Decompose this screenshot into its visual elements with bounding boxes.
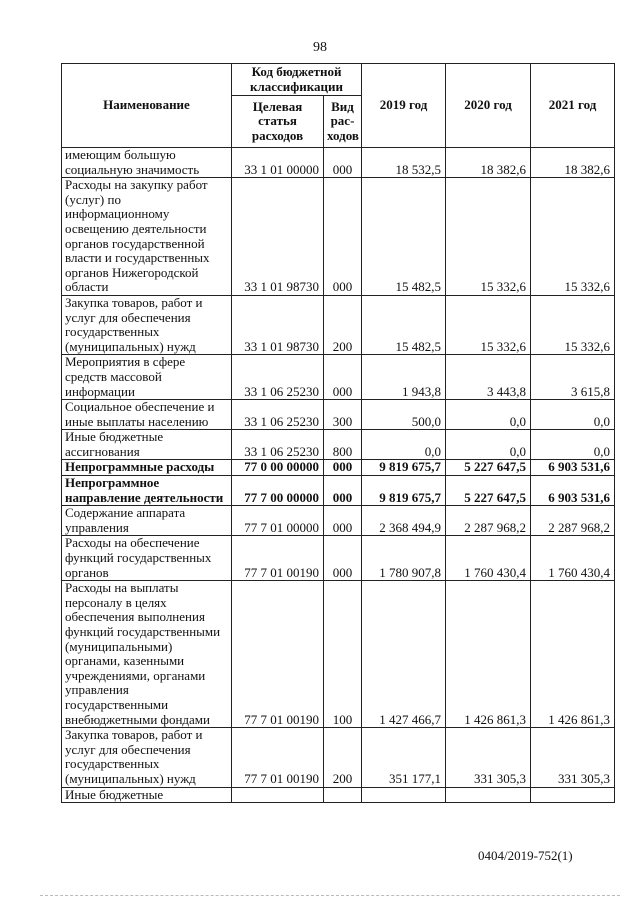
row-code: 33 1 01 98730: [232, 178, 324, 296]
row-value-2019: [362, 787, 446, 803]
header-2021: 2021 год: [531, 64, 615, 148]
row-code: 33 1 01 98730: [232, 295, 324, 354]
table-row: [62, 178, 615, 296]
table-row: [62, 536, 615, 581]
header-name: Наименование: [62, 64, 232, 148]
row-value-2019: 15 482,5: [362, 178, 446, 296]
row-value-2021: [531, 787, 615, 803]
row-value-2021: 1 426 861,3: [531, 581, 615, 728]
row-value-2019: 0,0: [362, 430, 446, 460]
row-value-2020: 0,0: [446, 430, 531, 460]
row-value-2019: 18 532,5: [362, 148, 446, 178]
page-number: 98: [313, 40, 327, 55]
row-value-2019: 2 368 494,9: [362, 506, 446, 536]
row-value-2020: 1 426 861,3: [446, 581, 531, 728]
row-kind: 000: [324, 460, 362, 476]
row-kind: [324, 787, 362, 803]
row-code: [232, 787, 324, 803]
row-value-2020: 15 332,6: [446, 295, 531, 354]
table-row: [62, 400, 615, 430]
row-value-2019: 500,0: [362, 400, 446, 430]
row-name: Непрограммные расходы: [62, 460, 232, 476]
row-code: 77 7 01 00190: [232, 581, 324, 728]
header-2019: 2019 год: [362, 64, 446, 148]
row-value-2021: 0,0: [531, 430, 615, 460]
table-row: [62, 460, 615, 476]
row-code: 77 7 01 00190: [232, 536, 324, 581]
row-value-2019: 9 819 675,7: [362, 476, 446, 506]
row-kind: 300: [324, 400, 362, 430]
row-code: 77 0 00 00000: [232, 460, 324, 476]
row-kind: 000: [324, 536, 362, 581]
row-kind: 200: [324, 728, 362, 787]
row-kind: 000: [324, 476, 362, 506]
table-body: [62, 148, 615, 803]
row-name: Расходы на выплаты персоналу в целях обеспечения выполнения функций государственными (муниципальными) органами, казенными учреждениями, органами управления государственными внебюджетными фондами: [62, 581, 232, 728]
row-name: Иные бюджетные: [62, 787, 232, 803]
row-name: Иные бюджетные ассигнования: [62, 430, 232, 460]
row-code: 33 1 06 25230: [232, 400, 324, 430]
row-value-2019: 9 819 675,7: [362, 460, 446, 476]
row-value-2019: 1 780 907,8: [362, 536, 446, 581]
row-value-2019: 1 427 466,7: [362, 581, 446, 728]
row-value-2021: 331 305,3: [531, 728, 615, 787]
row-kind: 000: [324, 148, 362, 178]
row-name: Содержание аппарата управления: [62, 506, 232, 536]
table-row: [62, 728, 615, 787]
row-kind: 100: [324, 581, 362, 728]
row-value-2021: 2 287 968,2: [531, 506, 615, 536]
row-kind: 000: [324, 178, 362, 296]
row-value-2019: 351 177,1: [362, 728, 446, 787]
row-name: Мероприятия в сфере средств массовой информации: [62, 355, 232, 400]
row-value-2020: 5 227 647,5: [446, 460, 531, 476]
row-name: Непрограммное направление деятельности: [62, 476, 232, 506]
header-2020: 2020 год: [446, 64, 531, 148]
table-row: [62, 581, 615, 728]
row-value-2021: 3 615,8: [531, 355, 615, 400]
row-code: 77 7 01 00190: [232, 728, 324, 787]
row-name: Социальное обеспечение и иные выплаты населению: [62, 400, 232, 430]
budget-table: [61, 63, 615, 803]
row-kind: 200: [324, 295, 362, 354]
document-code: 0404/2019-752(1): [478, 848, 573, 863]
row-value-2020: 1 760 430,4: [446, 536, 531, 581]
row-value-2019: 15 482,5: [362, 295, 446, 354]
row-value-2020: 18 382,6: [446, 148, 531, 178]
row-value-2020: 2 287 968,2: [446, 506, 531, 536]
table-row: [62, 355, 615, 400]
header-classification: Код бюджетной классификации: [232, 64, 362, 96]
table-row: [62, 295, 615, 354]
row-value-2020: 0,0: [446, 400, 531, 430]
header-target: Целевая статья расходов: [232, 96, 324, 148]
row-value-2021: 15 332,6: [531, 178, 615, 296]
row-value-2021: 0,0: [531, 400, 615, 430]
table-header: [62, 64, 615, 148]
row-name: Закупка товаров, работ и услуг для обеспечения государственных (муниципальных) нужд: [62, 295, 232, 354]
header-kind: Вид рас-ходов: [324, 96, 362, 148]
row-kind: 800: [324, 430, 362, 460]
row-code: 77 7 01 00000: [232, 506, 324, 536]
table-row: [62, 476, 615, 506]
row-code: 33 1 01 00000: [232, 148, 324, 178]
row-value-2021: 15 332,6: [531, 295, 615, 354]
row-value-2020: 331 305,3: [446, 728, 531, 787]
row-name: Расходы на закупку работ (услуг) по информационному освещению деятельности органов государственной власти и государственных органов Нижегородской области: [62, 178, 232, 296]
scan-artifact-line: [40, 895, 620, 896]
table-row: [62, 148, 615, 178]
table-row: [62, 506, 615, 536]
row-code: 77 7 00 00000: [232, 476, 324, 506]
row-value-2020: 5 227 647,5: [446, 476, 531, 506]
row-value-2021: 6 903 531,6: [531, 476, 615, 506]
row-value-2021: 6 903 531,6: [531, 460, 615, 476]
row-value-2020: 3 443,8: [446, 355, 531, 400]
row-value-2020: 15 332,6: [446, 178, 531, 296]
row-kind: 000: [324, 355, 362, 400]
row-value-2019: 1 943,8: [362, 355, 446, 400]
row-value-2021: 18 382,6: [531, 148, 615, 178]
row-value-2021: 1 760 430,4: [531, 536, 615, 581]
row-code: 33 1 06 25230: [232, 430, 324, 460]
row-code: 33 1 06 25230: [232, 355, 324, 400]
row-name: Закупка товаров, работ и услуг для обеспечения государственных (муниципальных) нужд: [62, 728, 232, 787]
row-value-2020: [446, 787, 531, 803]
row-name: имеющим большую социальную значимость: [62, 148, 232, 178]
row-name: Расходы на обеспечение функций государственных органов: [62, 536, 232, 581]
table-row: [62, 430, 615, 460]
table-row: [62, 787, 615, 803]
row-kind: 000: [324, 506, 362, 536]
